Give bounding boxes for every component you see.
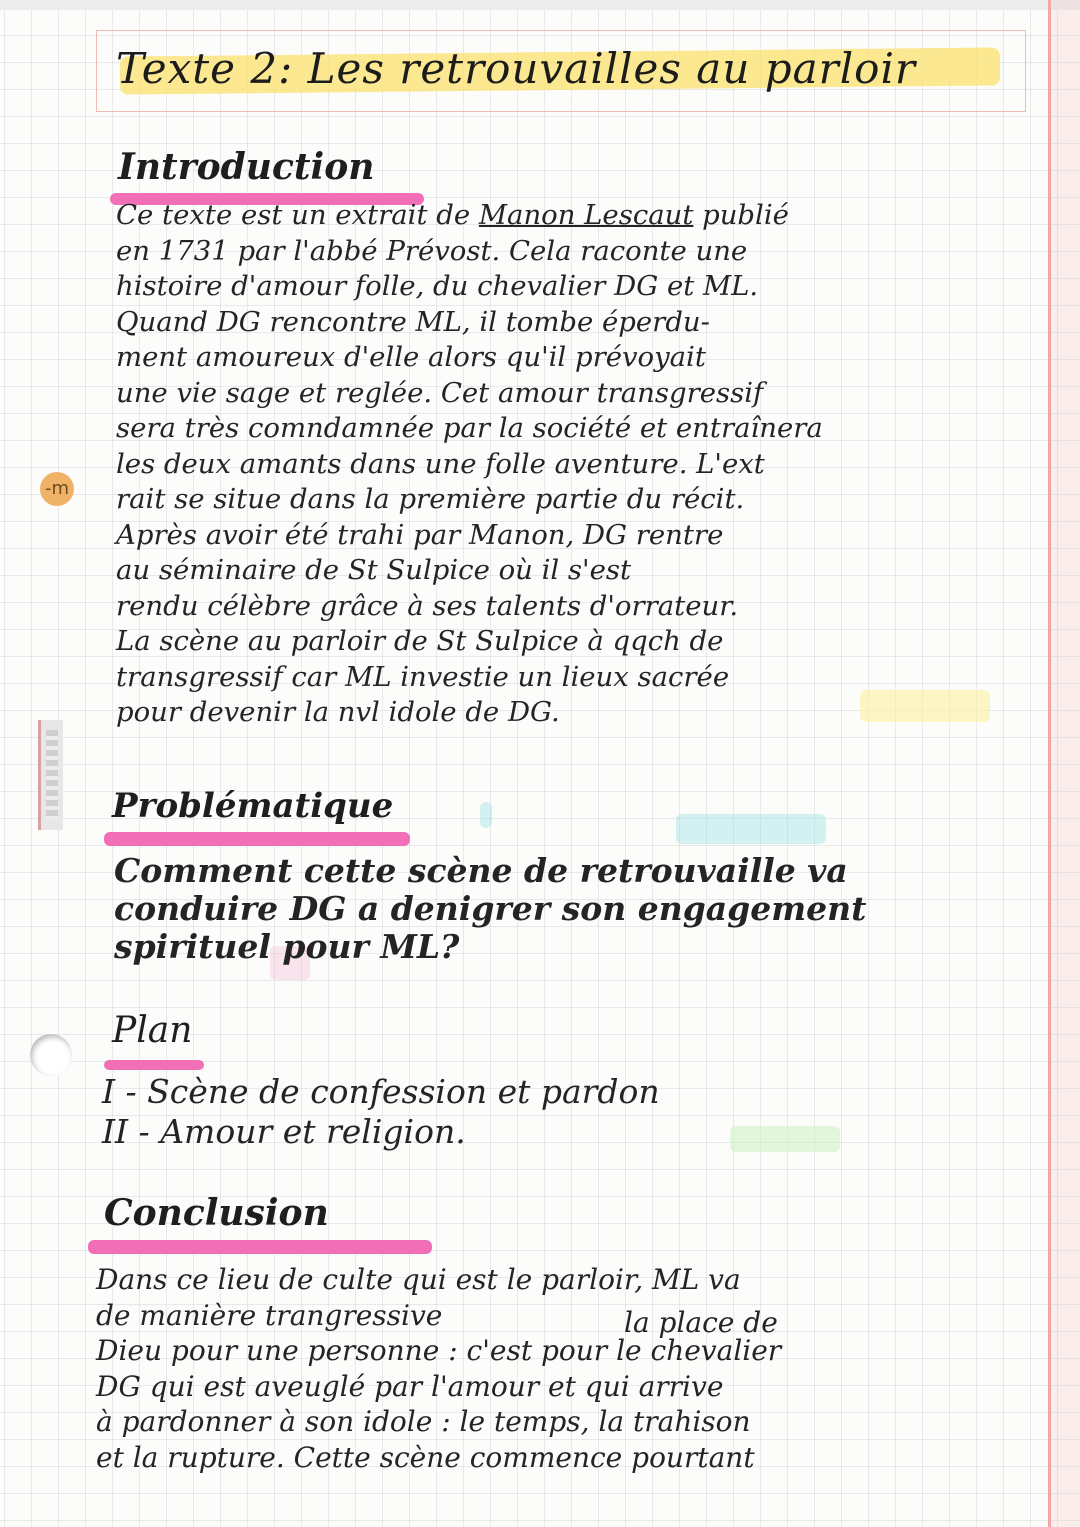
plan-item: I - Scène de confession et pardon xyxy=(102,1072,660,1111)
book-title: Manon Lescaut xyxy=(478,199,694,231)
conclusion-line: DG qui est aveuglé par l'amour et qui arrive xyxy=(96,1369,724,1403)
problematique-underline xyxy=(104,832,410,846)
intro-line: transgressif car ML investie un lieux sacrée xyxy=(116,660,730,693)
intro-line: rendu célèbre grâce à ses talents d'orrateur. xyxy=(116,589,739,622)
page-title: Texte 2: Les retrouvailles au parloir xyxy=(116,44,916,93)
highlight-mark xyxy=(480,802,492,828)
margin-band xyxy=(1051,0,1080,1527)
floating-translate-icon[interactable]: -m xyxy=(40,472,74,506)
conclusion-line: et la rupture. Cette scène commence pourtant xyxy=(96,1440,755,1474)
plan-item: II - Amour et religion. xyxy=(102,1112,466,1151)
page-top-edge xyxy=(0,0,1080,10)
plan-underline xyxy=(104,1060,204,1070)
conclusion-text xyxy=(96,1262,781,1475)
introduction-heading: Introduction xyxy=(118,146,375,188)
margin-line xyxy=(1048,0,1051,1527)
highlight-mark xyxy=(860,690,990,722)
problem-line: conduire DG a denigrer son engagement xyxy=(114,889,867,928)
introduction-text xyxy=(116,198,823,731)
intro-line: La scène au parloir de St Sulpice à qqch de xyxy=(116,625,724,657)
intro-line: les deux amants dans une folle aventure. L'ext xyxy=(116,447,765,480)
punch-hole xyxy=(30,1034,72,1076)
plan-heading: Plan xyxy=(112,1010,193,1051)
problematique-text xyxy=(114,852,866,966)
highlight-mark xyxy=(730,1126,840,1152)
intro-line: Quand DG rencontre ML, il tombe éperdu- xyxy=(116,305,710,338)
problematique-heading: Problématique xyxy=(112,786,394,826)
conclusion-line: de manière trangressive xyxy=(96,1298,443,1332)
intro-line: une vie sage et reglée. Cet amour transgressif xyxy=(116,376,764,409)
intro-line: Après avoir été trahi par Manon, DG rentre xyxy=(116,518,724,551)
intro-line: ment amoureux d'elle alors qu'il prévoyait xyxy=(116,341,706,373)
problem-line: Comment cette scène de retrouvaille va xyxy=(114,851,848,890)
conclusion-heading: Conclusion xyxy=(104,1192,329,1234)
conclusion-line: Dans ce lieu de culte qui est le parloir, ML va xyxy=(96,1263,741,1296)
conclusion-line: Dieu pour une personne : c'est pour le chevalier xyxy=(96,1334,782,1367)
intro-line: au séminaire de St Sulpice où il s'est xyxy=(116,554,632,586)
intro-line: sera très comndamnée par la société et entraînera xyxy=(116,412,823,444)
conclusion-underline xyxy=(88,1240,432,1254)
conclusion-line: à pardonner à son idole : le temps, la trahison xyxy=(96,1405,751,1438)
conclusion-line: la place de xyxy=(624,1306,778,1339)
problem-line: spirituel pour ML? xyxy=(114,927,460,966)
intro-line: pour devenir la nvl idole de DG. xyxy=(116,696,560,728)
notebook-tab xyxy=(38,720,63,830)
intro-line: rait se situe dans la première partie du récit. xyxy=(116,483,745,515)
intro-line: Ce texte est un extrait de Manon Lescaut publié xyxy=(116,199,789,231)
highlight-mark xyxy=(676,814,826,844)
intro-line: histoire d'amour folle, du chevalier DG et ML. xyxy=(116,270,759,302)
plan-list xyxy=(102,1072,660,1152)
intro-line: en 1731 par l'abbé Prévost. Cela raconte une xyxy=(116,234,748,267)
